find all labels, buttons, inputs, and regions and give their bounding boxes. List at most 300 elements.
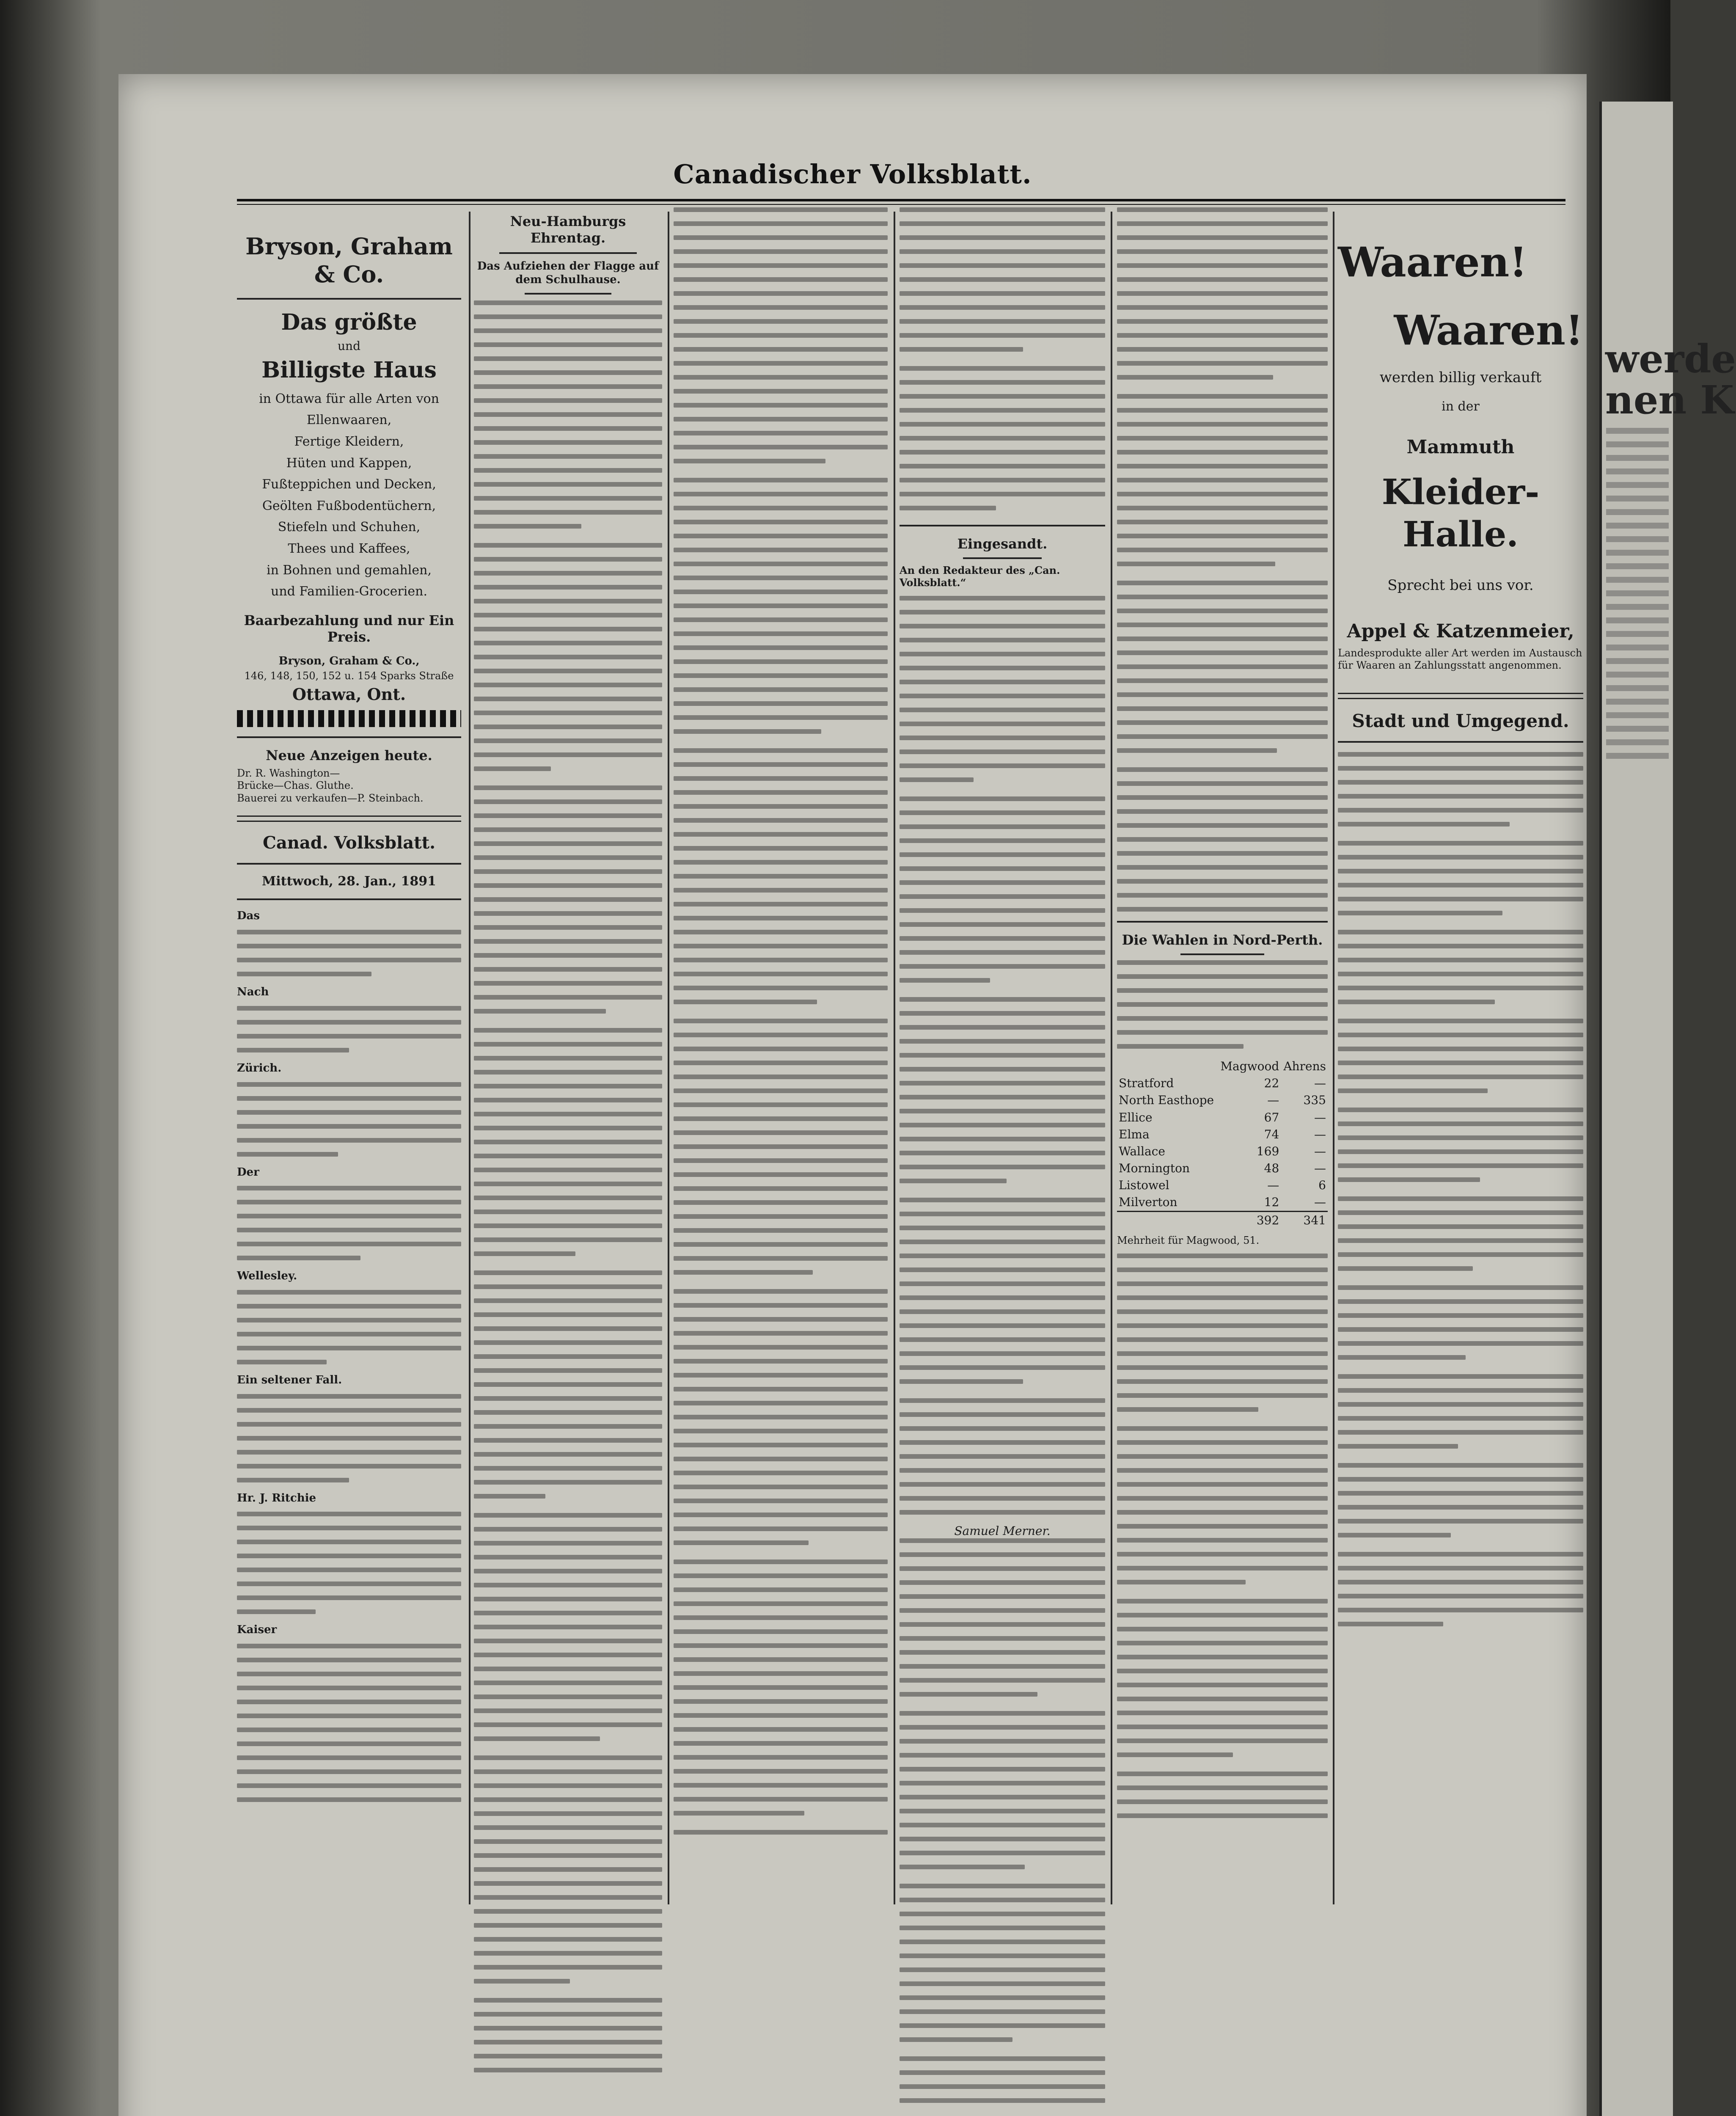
text-line [1117,1267,1328,1272]
election-title: Die Wahlen in Nord-Perth. [1122,932,1323,948]
text-line [474,1270,662,1275]
text-line [474,1783,662,1788]
adjacent-page-edge [1599,102,1736,2116]
text-line [1117,1725,1328,1729]
text-line [1338,1327,1583,1332]
text-line [1117,851,1328,856]
text-line [1338,1374,1583,1379]
text-line [474,571,662,576]
text-line [674,715,888,720]
column-divider [668,212,669,1904]
text-line [474,1937,662,1942]
text-line [900,1898,1105,1902]
text-line [674,506,888,510]
column-3 [674,207,888,1845]
section-heading-eingesandt: Eingesandt. [957,536,1048,552]
text-line [900,1566,1105,1571]
text-line [1338,930,1583,934]
text-line [1117,347,1328,352]
text-line [474,1112,662,1116]
text-line [474,1722,662,1727]
text-line [1117,1552,1328,1557]
text-line [1117,1566,1328,1570]
text-line [900,1151,1105,1155]
table-row: Ellice 67 — [1119,1110,1326,1124]
text-line [1117,1683,1328,1687]
text-line [900,610,1105,614]
text-line [1338,1622,1443,1626]
text-line [674,548,888,552]
text-line [1338,1388,1583,1393]
text-line [900,736,1105,740]
text-line [674,603,888,608]
text-line [474,1326,662,1331]
text-line [474,314,662,319]
text-line [900,666,1105,670]
text-line [900,978,990,983]
text-line [474,785,662,790]
text-line [1338,944,1583,948]
text-line [1338,897,1583,901]
text-line [1117,1496,1328,1501]
text-line [674,860,888,865]
text-line [900,1809,1105,1813]
text-line [674,1797,888,1802]
text-line [1117,781,1328,786]
text-line [674,1573,888,1578]
text-line [1338,855,1583,860]
text-line [1117,1295,1328,1300]
text-line [474,1667,662,1671]
text-line [1117,1655,1328,1659]
text-line [1117,1323,1328,1328]
table-row: Mornington 48 — [1119,1161,1326,1175]
text-line [900,478,1105,482]
text-line [674,673,888,678]
text-line [900,936,1105,941]
text-line [474,510,662,515]
column-6 [1338,207,1583,1845]
text-line [900,2056,1105,2061]
text-line [1338,794,1583,799]
text-line [674,748,888,753]
text-line [674,832,888,837]
text-line [900,880,1105,885]
text-line [1338,1224,1583,1229]
text-line [900,1664,1105,1669]
text-line [674,1443,888,1447]
text-line [474,1951,662,1956]
column-divider [1333,212,1334,1904]
text-line [474,1965,662,1970]
text-line [1117,361,1328,366]
text-line [674,403,888,408]
text-line [900,1767,1105,1772]
text-line [1338,1177,1480,1182]
text-line [1117,1669,1328,1673]
text-line [900,1781,1105,1785]
text-line [900,333,1105,338]
text-line [1338,1463,1583,1468]
text-line [474,454,662,459]
text-line [674,221,888,226]
text-line [474,1979,570,1984]
text-line [674,818,888,823]
text-line [900,1851,1105,1855]
text-line [474,1042,662,1047]
text-line [674,459,825,463]
text-line [474,1541,662,1546]
text-line [474,1825,662,1830]
text-line [474,1438,662,1443]
text-line [900,1412,1105,1417]
text-line [900,1212,1105,1216]
text-line [474,1251,575,1256]
text-line [474,841,662,846]
text-line [474,356,662,361]
text-line [900,305,1105,310]
text-line [900,1981,1105,1986]
text-line [474,1527,662,1532]
election-majority: Mehrheit für Magwood, 51. [1117,1234,1260,1246]
text-line [1117,1426,1328,1431]
text-line [674,1019,888,1023]
text-line [474,1396,662,1401]
text-line [1117,1281,1328,1286]
table-row: Wallace 169 — [1119,1144,1326,1158]
text-line [900,624,1105,628]
text-line [474,1154,662,1158]
text-line [674,1457,888,1461]
text-line [674,1214,888,1219]
text-line [674,958,888,962]
text-line [900,2098,1105,2103]
text-line [474,613,662,617]
text-line [674,1228,888,1233]
text-line [1338,1163,1583,1168]
text-line [900,824,1105,829]
text-line [1117,534,1328,538]
letter-signature: Samuel Merner. [954,1524,1051,1538]
ad-line: Thees und Kaffees, [288,541,410,556]
text-line [674,645,888,650]
item-lead: Das [237,909,260,923]
text-line [1117,1538,1328,1543]
text-line [474,1867,662,1872]
text-line [1338,1608,1583,1612]
text-line [674,445,888,449]
text-line [674,701,888,706]
text-line [674,1088,888,1093]
text-line [900,1510,1105,1515]
text-line [900,1884,1105,1888]
text-line [674,520,888,524]
text-line [474,1056,662,1061]
text-line [674,1587,888,1592]
text-line [1117,767,1328,772]
text-line [474,482,662,487]
text-line [1338,869,1583,873]
text-line [1117,1440,1328,1445]
text-line [1338,1552,1583,1557]
text-line [900,366,1105,371]
text-line [474,2068,662,2072]
text-line [474,711,662,715]
text-line [674,1075,888,1079]
text-line [1117,1772,1328,1776]
text-line [674,291,888,296]
text-line [474,1312,662,1317]
text-line [674,1769,888,1774]
text-line [474,1452,662,1457]
text-line [674,1401,888,1405]
text-line [474,1597,662,1601]
text-line [674,1033,888,1037]
text-line [1338,1047,1583,1051]
text-line [1117,249,1328,254]
text-line [1117,263,1328,268]
text-line [900,1323,1105,1328]
text-line [474,1084,662,1088]
text-line [900,964,1105,969]
text-line [1338,752,1583,757]
text-line [474,1639,662,1643]
text-line [474,1298,662,1303]
text-line [900,249,1105,254]
text-line [674,305,888,310]
text-line [1117,506,1328,510]
text-line [474,342,662,347]
item-lead: Zürich. [237,1061,282,1075]
ad-line: Das größte [281,309,417,335]
text-line [474,1284,662,1289]
text-line [674,277,888,282]
text-line [900,2023,1105,2028]
text-line [474,426,662,431]
text-line [674,1671,888,1676]
text-line [1117,795,1328,800]
text-line [900,852,1105,857]
text-line [900,866,1105,871]
text-line [900,1552,1105,1557]
text-line [474,1755,662,1760]
text-line [900,1226,1105,1230]
text-line [474,683,662,687]
text-line [1117,450,1328,455]
text-line [474,524,581,529]
item-lead: Hr. J. Ritchie [237,1491,316,1504]
text-line [1117,720,1328,725]
text-line [674,347,888,352]
new-ads-title: Neue Anzeigen heute. [266,747,432,764]
text-line [674,846,888,851]
text-line [900,1865,1025,1869]
text-line [1117,1482,1328,1487]
column-2 [474,207,662,1845]
text-line [674,417,888,422]
text-line [474,1555,662,1559]
table-row: North Easthope — 335 [1119,1093,1326,1108]
text-line [900,1109,1105,1113]
text-line [900,1123,1105,1127]
text-line [674,1130,888,1135]
text-line [900,1739,1105,1744]
text-line [474,2026,662,2031]
text-line [1338,780,1583,785]
text-line [1117,1627,1328,1631]
table-row: Stratford 22 — [1119,1076,1326,1091]
text-line [900,1496,1105,1501]
text-line [674,790,888,795]
text-line [474,496,662,501]
text-line [1338,1075,1583,1079]
text-line [1338,1252,1583,1257]
text-line [674,1415,888,1419]
text-line [674,431,888,435]
ad-title-waaren-1: Waaren! [1338,238,1527,286]
item-lead: Ein seltener Fall. [237,1373,342,1386]
text-line [674,534,888,538]
text-line [1117,1309,1328,1314]
text-line [900,1967,1105,1972]
text-line [1117,305,1328,310]
text-line [900,221,1105,226]
text-line [900,263,1105,268]
text-line [900,394,1105,399]
text-line [1117,235,1328,240]
text-line [474,627,662,631]
ad-address: 146, 148, 150, 152 u. 154 Sparks Straße [244,670,454,682]
text-line [1338,1238,1583,1243]
text-line [900,422,1105,427]
text-line [674,1116,888,1121]
text-line [674,389,888,394]
text-line [674,375,888,380]
text-line [1117,207,1328,212]
text-line [674,1256,888,1261]
text-line [900,1179,1007,1183]
text-line [1117,1254,1328,1258]
text-line [1117,1454,1328,1459]
text-line [900,722,1105,726]
text-line [900,1025,1105,1030]
text-line [1338,986,1583,990]
text-line [1338,1121,1583,1126]
ad-line: und [338,339,360,353]
text-line [900,1240,1105,1244]
text-line [674,1172,888,1177]
text-line [900,408,1105,413]
table-header-cell: Ahrens [1283,1059,1326,1074]
column-4 [900,207,1105,1845]
text-line [900,894,1105,899]
text-line [900,1823,1105,1827]
text-line [1117,1813,1328,1818]
text-line [900,1753,1105,1758]
text-line [674,492,888,496]
column-divider [1111,212,1112,1904]
text-line [900,506,996,510]
text-line [1117,277,1328,282]
text-line [674,361,888,366]
text-line [474,398,662,403]
adjacent-page-fragment-2: nen K [1605,377,1734,423]
text-line [674,776,888,781]
item-lead: Wellesley. [237,1270,297,1283]
text-line [900,1594,1105,1599]
text-line [1338,1402,1583,1407]
text-line [474,1611,662,1615]
text-line [1117,595,1328,599]
text-line [900,1011,1105,1016]
text-line [474,1368,662,1373]
text-line [674,1727,888,1732]
ornament-bar [237,710,461,727]
text-line [474,557,662,562]
text-line [900,1580,1105,1585]
text-line [1117,623,1328,627]
text-line [900,1953,1105,1958]
text-line [900,1650,1105,1655]
text-line [900,1365,1105,1370]
text-line [1338,1000,1495,1004]
text-line [900,277,1105,282]
text-line [674,562,888,566]
text-line [1117,1510,1328,1515]
text-line [1117,520,1328,524]
text-line [674,972,888,976]
text-line [900,908,1105,913]
text-line [1338,1299,1583,1304]
text-line [474,1070,662,1075]
text-line [1117,422,1328,427]
text-line [674,1485,888,1489]
text-line [674,1158,888,1163]
text-line [474,981,662,986]
text-line [674,930,888,934]
text-line [900,1678,1105,1683]
text-line [674,1047,888,1051]
text-line [900,1295,1105,1300]
text-line [674,1685,888,1690]
text-line [674,1061,888,1065]
text-line [900,2070,1105,2075]
text-line [900,1482,1105,1487]
ad-text: in der [1442,399,1480,414]
text-line [474,1480,662,1485]
text-line [474,1182,662,1186]
text-line [674,1643,888,1648]
ad-line: und Familien-Grocerien. [271,584,427,599]
text-line [900,838,1105,843]
text-line [474,669,662,673]
text-line [1117,548,1328,552]
text-line [474,599,662,603]
text-line [674,1540,809,1545]
paper-name: Canad. Volksblatt. [262,832,435,853]
text-line [474,543,662,548]
text-line [900,1426,1105,1431]
text-line [900,1725,1105,1730]
text-line [1338,1108,1583,1112]
text-line [900,319,1105,324]
text-line [1338,958,1583,962]
text-line [474,1625,662,1629]
text-line [474,697,662,701]
text-line [674,1601,888,1606]
text-line [674,319,888,324]
text-line [1338,841,1583,846]
